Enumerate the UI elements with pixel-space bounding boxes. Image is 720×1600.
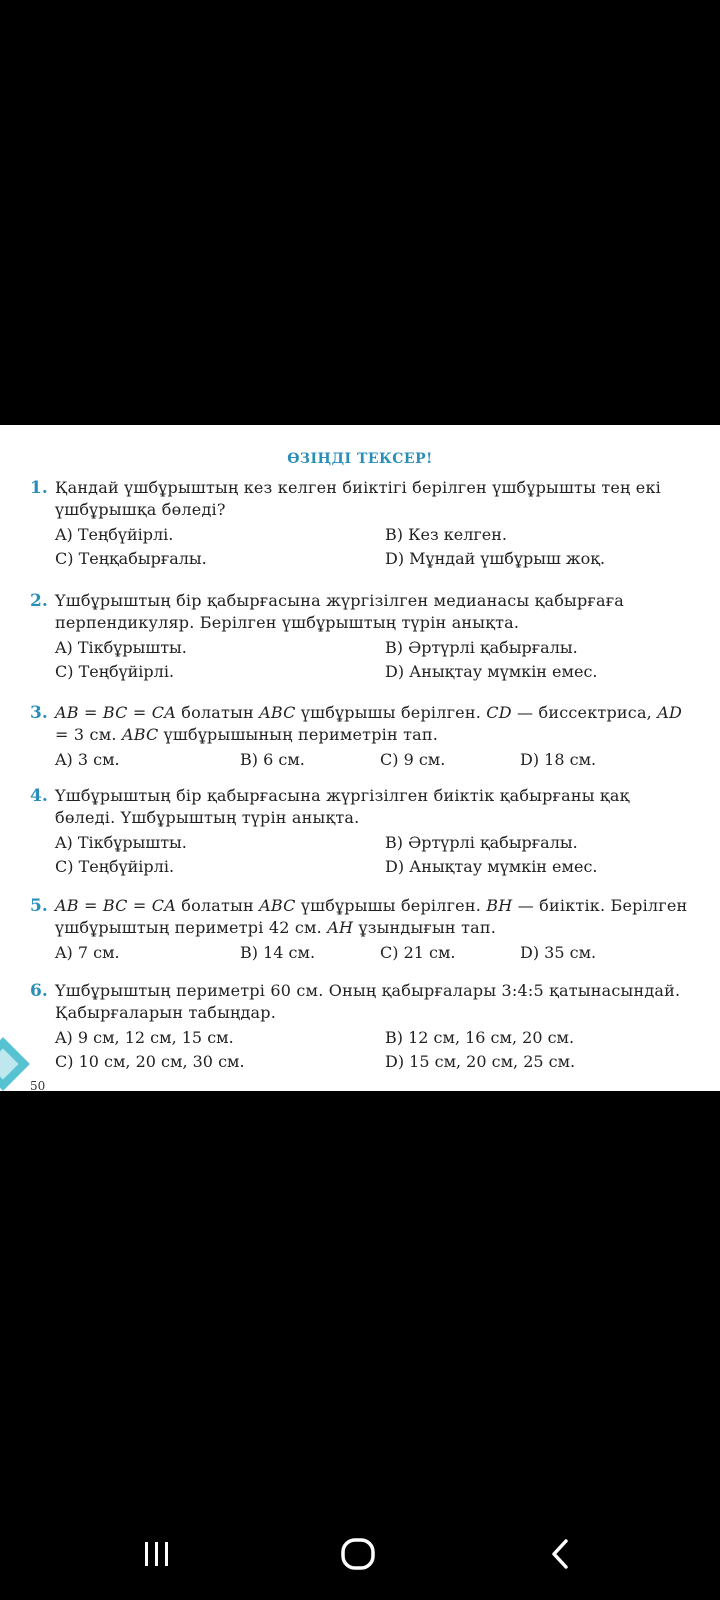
option-c: C) 10 см, 20 см, 30 см. xyxy=(55,1052,245,1071)
options xyxy=(30,523,690,571)
option-d: D) 18 см. xyxy=(520,750,597,769)
question-text: Қандай үшбұрыштың кез келген биіктігі берілген үшбұрышты тең екі үшбұрышқа бөледі? xyxy=(55,478,661,519)
home-icon xyxy=(340,1538,376,1570)
question-1 xyxy=(30,477,690,571)
options xyxy=(30,1026,690,1074)
option-b: B) Әртүрлі қабырғалы. xyxy=(385,638,578,657)
option-b: B) 14 см. xyxy=(240,943,316,962)
back-button[interactable] xyxy=(530,1532,590,1576)
textbook-page xyxy=(0,425,720,1091)
option-d: D) 35 см. xyxy=(520,943,597,962)
option-b: B) 12 см, 16 см, 20 см. xyxy=(385,1028,575,1047)
home-button[interactable] xyxy=(328,1532,388,1576)
question-number: 2. xyxy=(30,591,48,611)
option-b: B) Кез келген. xyxy=(385,525,507,544)
option-b: B) Әртүрлі қабырғалы. xyxy=(385,833,578,852)
question-number: 6. xyxy=(30,981,48,1001)
option-d: D) 15 см, 20 см, 25 см. xyxy=(385,1052,576,1071)
option-a: A) 3 см. xyxy=(55,750,120,769)
option-a: A) 7 см. xyxy=(55,943,120,962)
option-a: A) 9 см, 12 см, 15 см. xyxy=(55,1028,234,1047)
options xyxy=(30,831,690,879)
recent-apps-icon xyxy=(141,1540,173,1568)
options xyxy=(30,748,690,772)
option-d: D) Анықтау мүмкін емес. xyxy=(385,662,598,681)
option-a: A) Тікбұрышты. xyxy=(55,638,187,657)
question-2 xyxy=(30,590,690,684)
question-3 xyxy=(30,702,690,772)
page-title: ӨЗІҢДІ ТЕКСЕР! xyxy=(287,451,433,467)
question-number: 4. xyxy=(30,786,48,806)
question-text: Үшбұрыштың бір қабырғасына жүргізілген биіктік қабырғаны қақ бөледі. Үшбұрыштың түрін анықта. xyxy=(55,786,630,827)
back-icon xyxy=(548,1538,572,1570)
option-c: C) Теңбүйірлі. xyxy=(55,662,175,681)
page-number: 50 xyxy=(30,1079,46,1091)
option-c: C) Теңқабырғалы. xyxy=(55,549,207,568)
option-d: D) Мұндай үшбұрыш жоқ. xyxy=(385,549,606,568)
option-d: D) Анықтау мүмкін емес. xyxy=(385,857,598,876)
question-number: 1. xyxy=(30,478,48,498)
question-5 xyxy=(30,895,690,965)
recent-apps-button[interactable] xyxy=(127,1532,187,1576)
question-text: AB = BC = CA болатын ABC үшбұрышы берілген. BH — биіктік. Берілген үшбұрыштың периметрі 42 см. AH ұзындығын тап. xyxy=(55,896,688,937)
options xyxy=(30,941,690,965)
option-c: C) 21 см. xyxy=(380,943,456,962)
question-text: Үшбұрыштың периметрі 60 см. Оның қабырғалары 3:4:5 қатынасындай. Қабырғаларын табыңдар. xyxy=(55,981,681,1022)
question-text: AB = BC = CA болатын ABC үшбұрышы берілген. CD — биссектриса, AD = 3 см. ABC үшбұрышының периметрін тап. xyxy=(55,703,683,744)
options xyxy=(30,636,690,684)
navigation-bar xyxy=(0,1520,720,1600)
question-number: 5. xyxy=(30,896,48,916)
question-text: Үшбұрыштың бір қабырғасына жүргізілген медианасы қабырғаға перпендикуляр. Берілген үшбұрыштың түрін анықта. xyxy=(55,591,625,632)
option-c: C) Теңбүйірлі. xyxy=(55,857,175,876)
option-b: B) 6 см. xyxy=(240,750,305,769)
option-a: A) Тікбұрышты. xyxy=(55,833,187,852)
question-4 xyxy=(30,785,690,879)
option-c: C) 9 см. xyxy=(380,750,446,769)
option-a: A) Теңбүйірлі. xyxy=(55,525,174,544)
question-6 xyxy=(30,980,690,1074)
question-number: 3. xyxy=(30,703,48,723)
